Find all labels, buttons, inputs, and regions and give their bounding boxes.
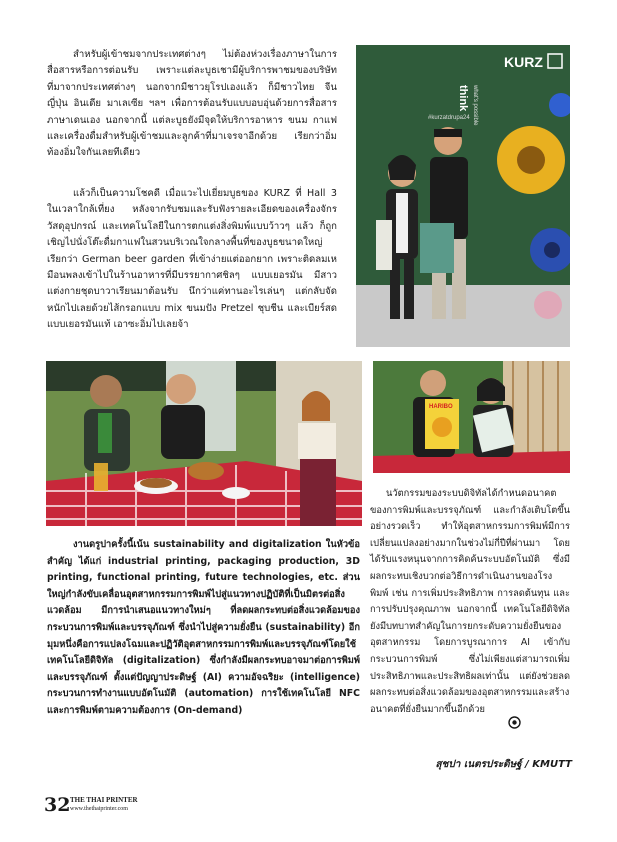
- page-number: 32: [44, 794, 71, 816]
- kurz-booth-paragraph: แล้วก็เป็นความโชคดี เมื่อแวะไปเยี่ยมบูธของ KURZ ที่ Hall 3 ในเวลาใกล้เที่ยง หลังจากรับชมและรับฟังรายละเอียดของเครื่องจักร วัสดุอุปกรณ์ และเทคโนโลยีในการตกแต่งสิ่งพิมพ์แบบว้าวๆ แล้ว ก็ถูกเชิญไปนั่งโต๊ะดื่มกาแฟในสวนบริเวณใจกลางพื้นที่ของบูธขนาดใหญ่ เรียกว่า German beer garden ที่เข้าง่ายแต่ออกยาก เพราะติดลมเหมือนพลงเข้าไปในร้านอาหารที่มีบรรยากาศชิลๆ แบบเยอรมัน มีสาวแต่งกายชุดบาวาเรียนมาต้อนรับ นึกว่าแค่ทานอะไรเล่นๆ แต่กลับจัดหนักไปเลยด้วยไส้กรอกแบบ mix ขนมปัง Pretzel ชุบชีน และเบียร์สดแบบเยอรมันแท้ เอาซะอิ่มไปเลยจ้า: [47, 188, 337, 331]
- magazine-name: THE THAI PRINTER: [70, 796, 138, 804]
- haribo-book-title: HARIBO: [429, 404, 453, 410]
- sustainability-paragraph: งานดรูปาครั้งนี้เน้น sustainability and digitalization ในหัวข้อสำคัญ ได้แก่ industrial printing, packaging production, 3D printing, functional printing, future technologies, etc. ส่วนใหญ่กำลังขับเคลื่อนอุตสาหกรรมการพิมพ์ไปสู่แนวทางปฏิบัติที่เป็นมิตรต่อสิ่งแวดล้อม มีการนำเสนอแนวทางใหม่ๆ ที่ลดผลกระทบต่อสิ่งแวดล้อมของกระบวนการพิมพ์และบรรจุภัณฑ์ ซึ่งนำไปสู่ความยั่งยืน (sustainability) อีกมุมหนึ่งคือการแปลงโฉมและปฏิวัติอุตสาหกรรมการพิมพ์และบรรจุภัณฑ์โดยใช้เทคโนโลยีดิจิทัล (digitalization) ซึ่งกำลังมีผลกระทบอาจมาต่อการพิมพ์และบรรจุภัณฑ์ ตั้งแต่ปัญญาประดิษฐ์ (AI) ความอัจฉริยะ (intelligence) กระบวนการทำงานแบบอัตโนมัติ (automation) การใช้เทคโนโลยี NFC และการพิมพ์ตามความต้องการ (On-demand): [47, 539, 360, 716]
- photo-book-presentation: [373, 361, 570, 473]
- intro-paragraph: สำหรับผู้เข้าชมจากประเทศต่างๆ ไม่ต้องห่วงเรื่องภาษาในการสื่อสารหรือการต่อนรับ เพราะแต่ละบูธเชามีผู้บริการพาชมของบริษัทที่มาจากประเทศต่างๆ นอกจากมีชาวยุโรปเองแล้ว ก็มีชาวไทย จีน ญี่ปุ่น อินเดีย มาเลเซีย ฯลฯ เพื่อการต้อนรับแบบอบอุ่นด้วยการสื่อสารภาษาเดนเอง นอกจากนี้ แต่ละบูธยังมีจุดให้บริการอาหาร ขนม กาแฟ และเครื่องดื่มสำหรับผู้เข้าชมและลูกค้าที่มาเจรจาอีกด้วย เรียกว่าอิ่มท้องอิ่มใจกันเลยทีเดียว: [47, 49, 337, 159]
- photo-kurz-booth: [356, 45, 570, 347]
- magazine-website: www.thethaiprinter.com: [70, 806, 128, 812]
- kurz-logo: KURZ: [504, 54, 543, 70]
- whats-possible-text: what's possible: [472, 85, 478, 126]
- digital-innovation-paragraph: นวัตกรรมของระบบดิจิทัลได้กำหนดอนาคตของการพิมพ์และบรรจุภัณฑ์ และกำลังเติบโตขึ้นอย่างรวดเร็ว ทำให้อุตสาหกรรมการพิมพ์มีการเปลี่ยนแปลงอย่างมากในช่วงไม่กี่ปีที่ผ่านมา โดยได้รับแรงหนุนจากการคิดค้นระบบอัตโนมัติ ซึ่งมีผลกระทบเชิงบวกต่อวิธีการดำเนินงานของโรงพิมพ์ เช่น การเพิ่มประสิทธิภาพ การลดต้นทุน และการปรับปรุงคุณภาพ นอกจากนี้ เทคโนโลยีดิจิทัลยังมีบทบาทสำคัญในการยกระดับความยั่งยืนของอุตสาหกรรม โดยการบูรณาการ AI เข้ากับกระบวนการพิมพ์ ซึ่งไม่เพียงแต่สามารถเพิ่มประสิทธิภาพและประสิทธิผลเท่านั้น แต่ยังช่วยลดผลกระทบต่อสิ่งแวดล้อมของอุตสาหกรรมและสร้างอนาคตที่ยั่งยืนมากขึ้นอีกด้วย: [370, 488, 570, 715]
- end-mark-icon: [508, 716, 521, 729]
- hashtag-text: #kurzatdrupa24: [428, 115, 470, 121]
- author-byline: สุชปา เนตรประดิษฐ์ / KMUTT: [435, 759, 572, 770]
- think-text: think: [457, 85, 469, 112]
- photo-beer-garden: [46, 361, 362, 526]
